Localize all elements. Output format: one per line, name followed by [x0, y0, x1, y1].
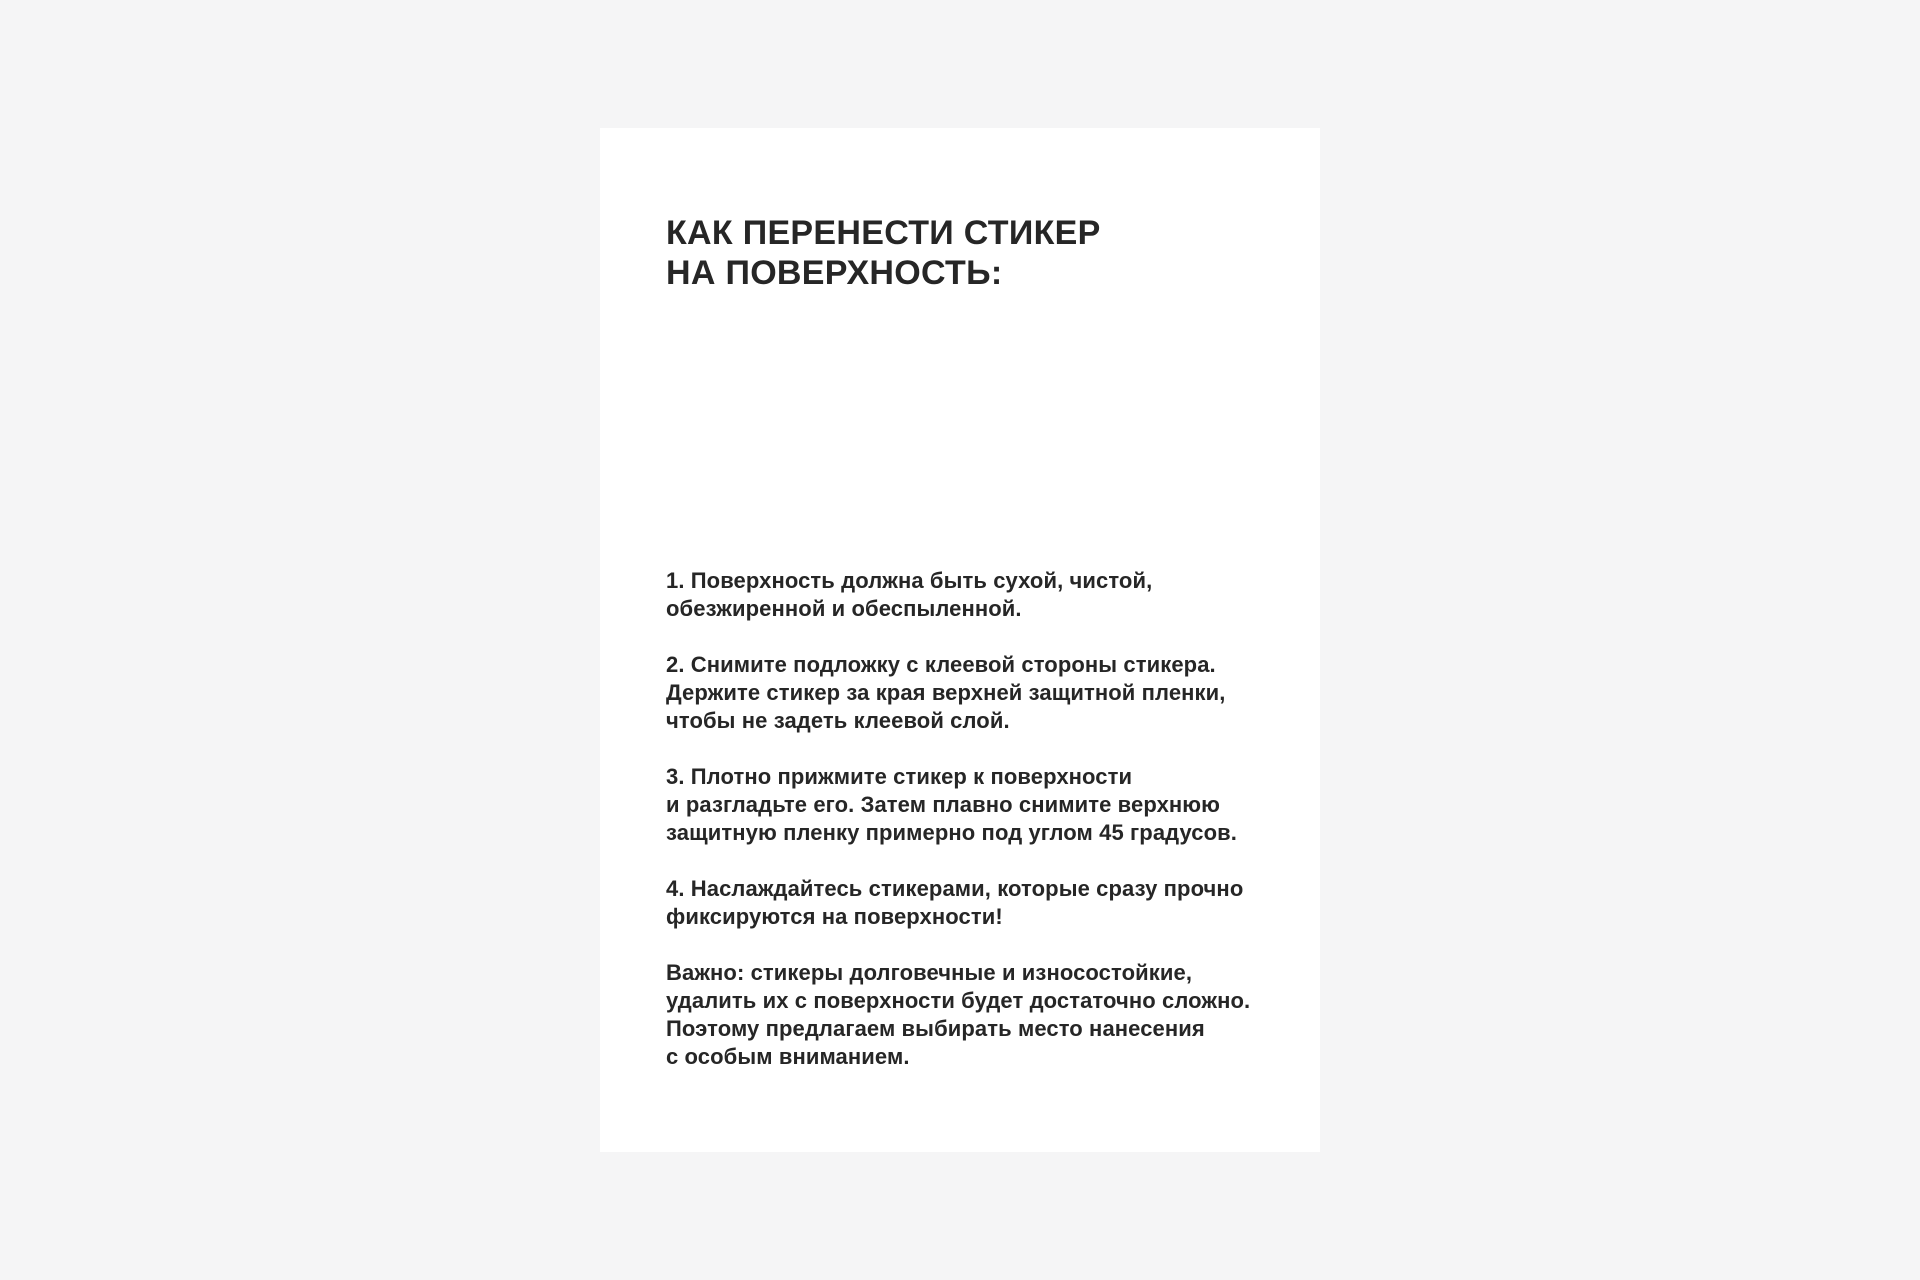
instruction-line: защитную пленку примерно под углом 45 градусов. — [666, 820, 1237, 845]
instruction-line: обезжиренной и обеспыленной. — [666, 596, 1022, 621]
instruction-line: Важно: стикеры долговечные и износостойкие, — [666, 960, 1193, 985]
instruction-step-1 — [666, 567, 1262, 623]
instruction-step-4 — [666, 875, 1262, 931]
instructions-block — [666, 567, 1262, 1071]
instruction-card — [600, 128, 1320, 1152]
instruction-note-important — [666, 959, 1262, 1071]
instruction-line: 1. Поверхность должна быть сухой, чистой, — [666, 568, 1153, 593]
instruction-step-3 — [666, 763, 1262, 847]
page-title-line-1: КАК ПЕРЕНЕСТИ СТИКЕР — [666, 214, 1101, 252]
instruction-line: удалить их с поверхности будет достаточно сложно. — [666, 988, 1251, 1013]
instruction-line: фиксируются на поверхности! — [666, 904, 1003, 929]
instruction-line: 3. Плотно прижмите стикер к поверхности — [666, 764, 1133, 789]
instruction-line: 2. Снимите подложку с клеевой стороны стикера. — [666, 652, 1216, 677]
instruction-line: чтобы не задеть клеевой слой. — [666, 708, 1010, 733]
page-title-line-2: НА ПОВЕРХНОСТЬ: — [666, 254, 1003, 292]
instruction-line: 4. Наслаждайтесь стикерами, которые сразу прочно — [666, 876, 1244, 901]
instruction-line: Держите стикер за края верхней защитной пленки, — [666, 680, 1226, 705]
instruction-step-2 — [666, 651, 1262, 735]
instruction-line: Поэтому предлагаем выбирать место нанесения — [666, 1016, 1205, 1041]
instruction-line: и разгладьте его. Затем плавно снимите верхнюю — [666, 792, 1221, 817]
instruction-line: с особым вниманием. — [666, 1044, 910, 1069]
page-title — [666, 213, 1262, 293]
